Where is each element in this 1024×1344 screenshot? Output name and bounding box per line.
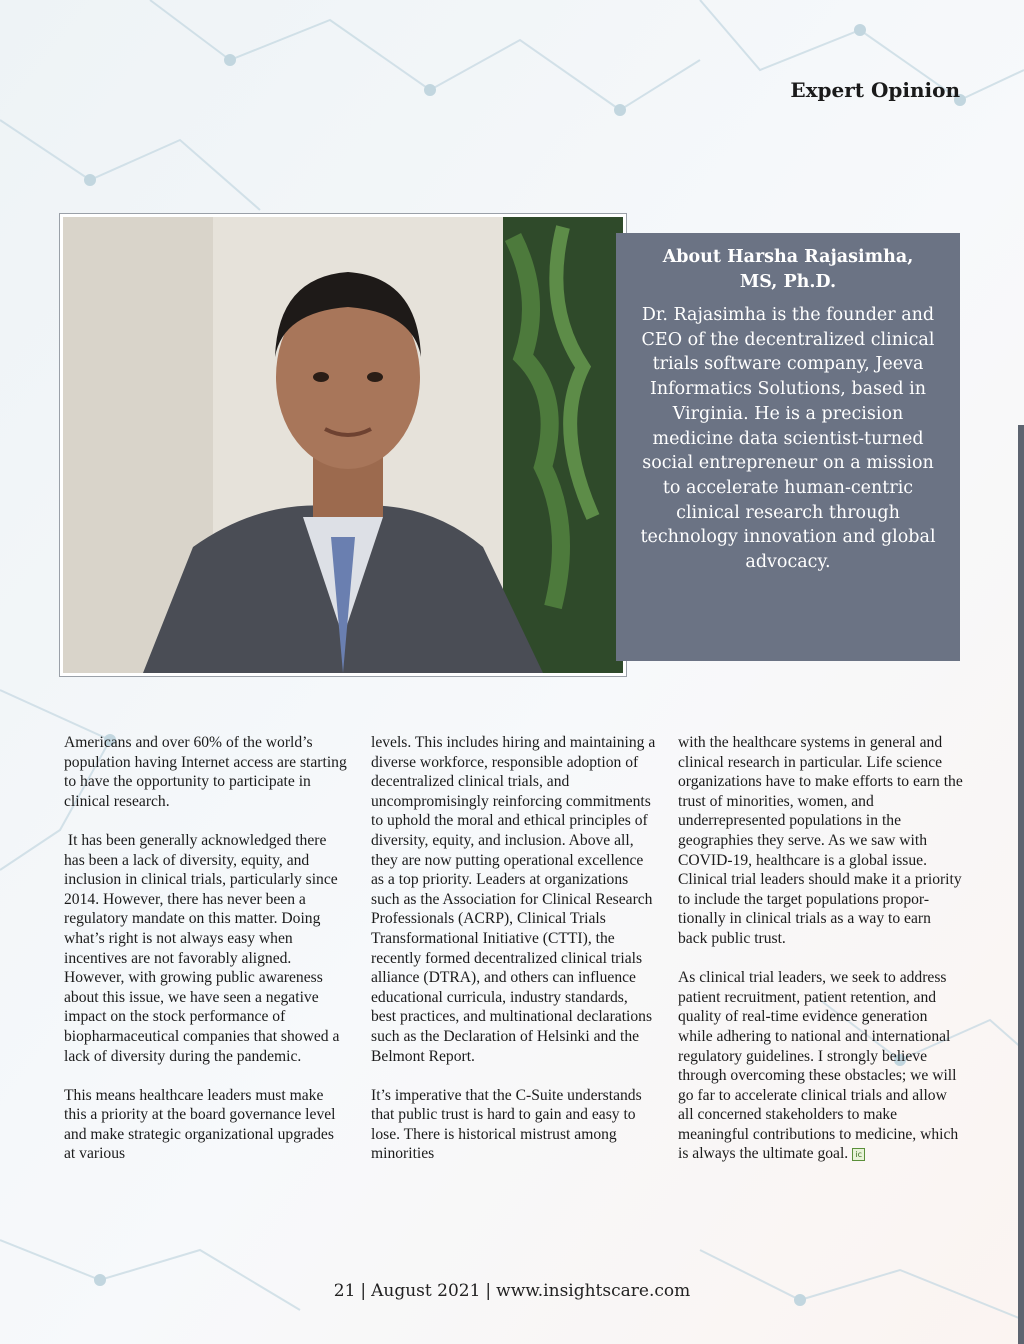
portrait-illustration (63, 217, 623, 673)
paragraph: Americans and over 60% of the world’s population having Internet access are starting to have the opportunity to participate in clinical research. (64, 734, 347, 810)
end-of-article-icon: ic (852, 1148, 865, 1161)
footer-divider: | (360, 1281, 367, 1301)
paragraph-final (678, 968, 963, 1164)
bio-text: Dr. Rajasimha is the founder and CEO of the decentralized clinical trials software company, Jeeva Informatics Solutions, based in Virginia. He is a precision medicine data scientist-turned social entrepreneur on a mission to accelerate human-centric clinical research through technology innovation and global advocacy. (640, 305, 936, 573)
article-column-1 (64, 733, 349, 1184)
issue-date: August 2021 (371, 1281, 481, 1301)
article-column-2 (371, 733, 656, 1184)
footer-divider: | (485, 1281, 492, 1301)
paragraph: with the healthcare systems in general and clinical research in particular. Life science organizations have to make efforts to earn the trust of minorities, women, and underrepresented populations in the geographies they serve. As we saw with COVID-19, healthcare is a global issue. Clinical trial leaders should make it a priority to include the target populations propor-tionally in clinical trials as a way to earn back public trust. (678, 734, 963, 947)
author-photo (59, 213, 627, 677)
paragraph-text: As clinical trial leaders, we seek to address patient recruitment, patient retention, and quality of real-time evidence generation while adhering to national and international regulatory guidelines. I strongly believe through overcoming these obstacles; we will go far to accelerate clinical trials and allow all concerned stakeholders to make meaningful contributions to medicine, which is always the ultimate goal. (678, 969, 959, 1163)
paragraph: It has been generally acknowledged there has been a lack of diversity, equity, and inclusion in clinical trials, particularly since 2014. However, there has never been a regulatory mandate on this matter. Doing what’s right is not always easy when incentives are not favorably aligned. However, with growing public awareness about this issue, we have seen a negative impact on the stock performance of biopharmaceutical companies that showed a lack of diversity during the pandemic. (64, 831, 344, 1065)
page-footer (0, 1281, 1024, 1301)
section-title: Expert Opinion (790, 78, 960, 102)
website-link[interactable]: www.insightscare.com (496, 1281, 691, 1301)
article-column-3 (678, 733, 963, 1184)
paragraph: levels. This includes hiring and maintaining a diverse workforce, responsible adoption of decentralized clinical trials, and uncompromisingly reinforcing commitments to uphold the moral and ethical principles of diversity, equity, and inclusion. Above all, they are now putting operational excellence as a top priority. Leaders at organizations such as the Association for Clinical Research Professionals (ACRP), Clinical Trials Transformational Initiative (CTTI), the recently formed decentralized clinical trials alliance (DTRA), and others can influence educational curricula, industry standards, best practices, and multinational declarations such as the Declaration of Helsinki and the Belmont Report. (371, 734, 656, 1065)
paragraph: It’s imperative that the C-Suite understands that public trust is hard to gain and easy to lose. There is historical mistrust among minorities (371, 1086, 642, 1163)
page-edge-bar (1018, 425, 1024, 1344)
bio-title-name: About Harsha Rajasimha, (662, 247, 914, 267)
paragraph: This means healthcare leaders must make this a priority at the board governance level and make strategic organizational upgrades at various (64, 1086, 336, 1163)
page-number: 21 (333, 1281, 356, 1301)
author-bio-box (616, 233, 960, 661)
bio-title-degrees: MS, Ph.D. (739, 272, 837, 292)
bio-title (640, 245, 936, 295)
